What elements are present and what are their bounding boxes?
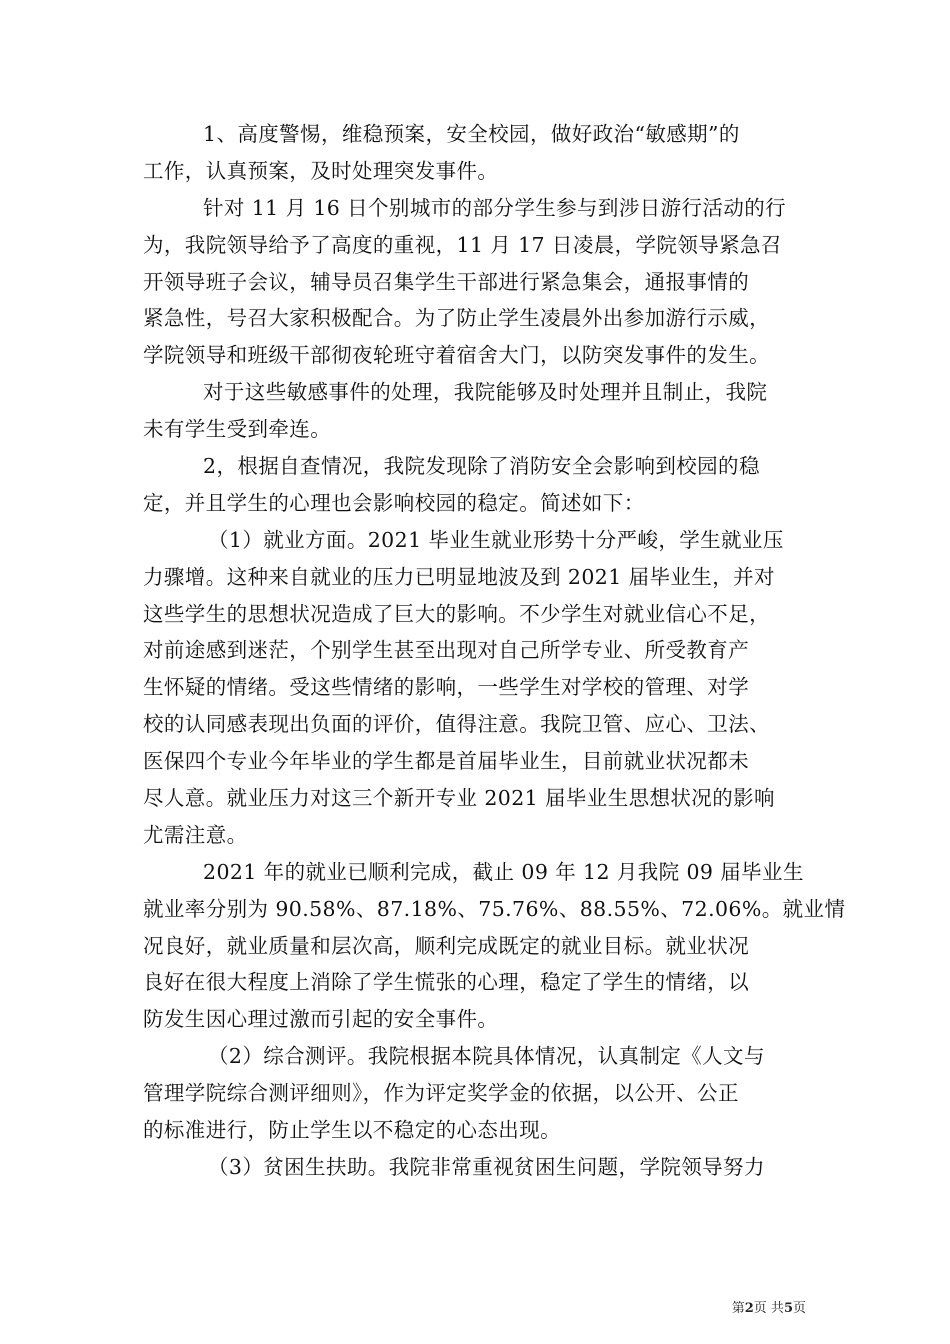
paragraph-line: 2，根据自查情况，我院发现除了消防安全会影响到校园的稳	[203, 454, 760, 479]
paragraph-line: 生怀疑的情绪。受这些情绪的影响，一些学生对学校的管理、对学	[143, 675, 750, 700]
footer-suffix: 页	[792, 1301, 806, 1316]
paragraph-line: 就业率分别为 90.58%、87.18%、75.76%、88.55%、72.06%。就业情	[143, 896, 846, 921]
paragraph-line: 2021 年的就业已顺利完成，截止 09 年 12 月我院 09 届毕业生	[203, 859, 804, 884]
paragraph-line: 对于这些敏感事件的处理，我院能够及时处理并且制止，我院	[203, 380, 768, 405]
paragraph-line: 防发生因心理过激而引起的安全事件。	[143, 1007, 499, 1032]
paragraph-line: （2）综合测评。我院根据本院具体情况，认真制定《人文与	[208, 1044, 765, 1069]
paragraph-line: 尤需注意。	[143, 822, 248, 847]
total-page-number: 5	[783, 1301, 793, 1316]
paragraph-line: 况良好，就业质量和层次高，顺利完成既定的就业目标。就业状况	[143, 933, 750, 958]
paragraph-line: 定，并且学生的心理也会影响校园的稳定。简述如下：	[143, 490, 645, 515]
document-body	[143, 116, 846, 1186]
paragraph-line: 医保四个专业今年毕业的学生都是首届毕业生，目前就业状况都未	[143, 749, 750, 774]
paragraph-line: 开领导班子会议，辅导员召集学生干部进行紧急集会，通报事情的	[143, 269, 750, 294]
paragraph-line: 校的认同感表现出负面的评价，值得注意。我院卫管、应心、卫法、	[143, 712, 770, 737]
paragraph-line: 良好在很大程度上消除了学生慌张的心理，稳定了学生的情绪，以	[143, 970, 750, 995]
paragraph-line: （1）就业方面。2021 毕业生就业形势十分严峻，学生就业压	[208, 527, 784, 552]
paragraph-line: 对前途感到迷茫，个别学生甚至出现对自己所学专业、所受教育产	[143, 638, 750, 663]
paragraph-line: 1、高度警惕，维稳预案，安全校园，做好政治“敏感期”的	[203, 122, 740, 146]
paragraph-line: 紧急性，号召大家积极配合。为了防止学生凌晨外出参加游行示威，	[143, 306, 770, 331]
paragraph-line: （3）贫困生扶助。我院非常重视贫困生问题，学院领导努力	[208, 1154, 765, 1179]
page-number-footer	[0, 1297, 806, 1316]
paragraph-line: 力骤增。这种来自就业的压力已明显地波及到 2021 届毕业生，并对	[143, 564, 775, 589]
paragraph-line: 学院领导和班级干部彻夜轮班守着宿舍大门，以防突发事件的发生。	[143, 343, 770, 368]
paragraph-line: 尽人意。就业压力对这三个新开专业 2021 届毕业生思想状况的影响	[143, 786, 775, 811]
paragraph-line: 管理学院综合测评细则》，作为评定奖学金的依据，以公开、公正	[143, 1081, 739, 1106]
paragraph-line: 工作，认真预案，及时处理突发事件。	[143, 158, 499, 183]
paragraph-line: 针对 11 月 16 日个别城市的部分学生参与到涉日游行活动的行	[203, 195, 787, 220]
paragraph-line: 未有学生受到牵连。	[143, 417, 332, 442]
footer-middle: 页 共	[753, 1301, 784, 1316]
paragraph-line: 的标准进行，防止学生以不稳定的心态出现。	[143, 1118, 561, 1143]
paragraph-line: 这些学生的思想状况造成了巨大的影响。不少学生对就业信心不足，	[143, 601, 770, 626]
current-page-number: 2	[744, 1301, 754, 1316]
footer-prefix: 第	[731, 1301, 745, 1316]
paragraph-line: 为，我院领导给予了高度的重视，11 月 17 日凌晨，学院领导紧急召	[143, 232, 782, 257]
